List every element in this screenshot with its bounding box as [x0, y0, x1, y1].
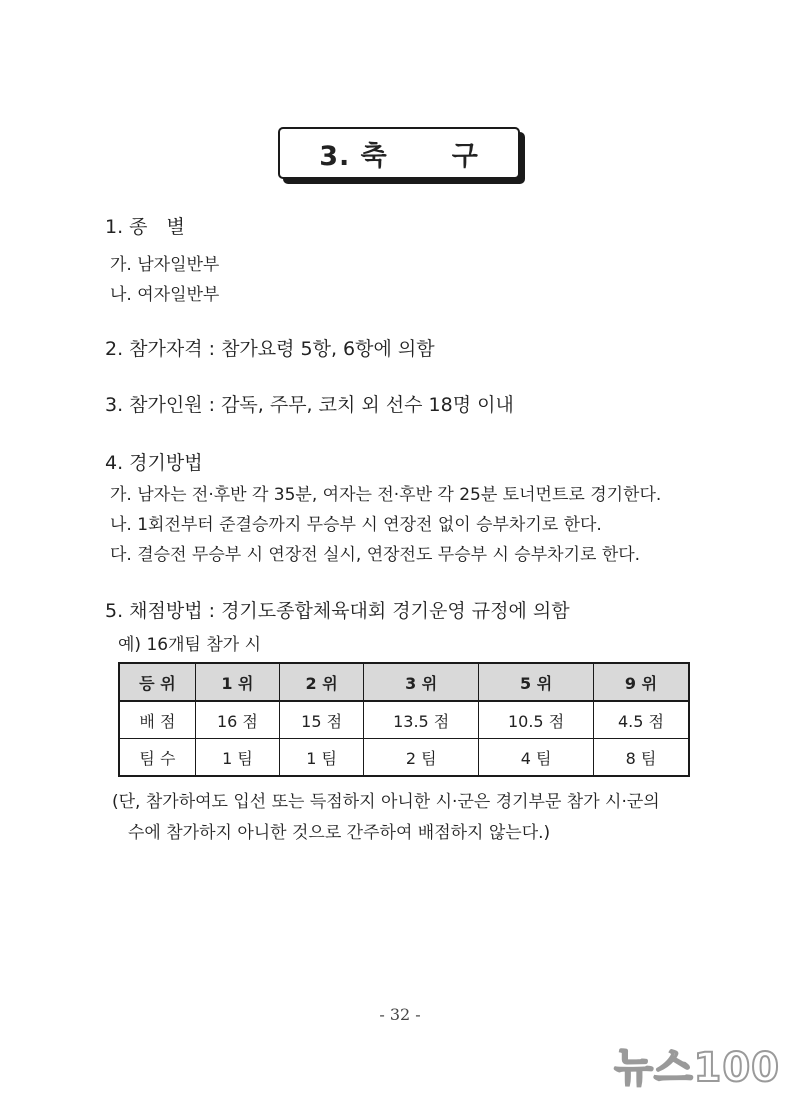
- table-cell: 1 팀: [280, 739, 364, 777]
- section-1-heading: 1. 종 별: [105, 216, 185, 238]
- note-line: (단, 참가하여도 입선 또는 득점하지 아니한 시·군은 경기부문 참가 시·군의: [112, 792, 660, 812]
- section-4-item: 나. 1회전부터 준결승까지 무승부 시 연장전 없이 승부차기로 한다.: [110, 515, 602, 535]
- table-header-cell: 2 위: [280, 663, 364, 701]
- table-header-cell: 5 위: [479, 663, 594, 701]
- section-title-box: [278, 127, 520, 179]
- section-title-suffix: 구: [451, 140, 479, 172]
- table-cell: 13.5 점: [364, 701, 479, 739]
- table-row: [119, 701, 689, 739]
- watermark-logo: 뉴스100: [614, 1045, 780, 1091]
- table-cell: 16 점: [195, 701, 279, 739]
- table-header-cell: 9 위: [594, 663, 689, 701]
- table-cell: 팀 수: [119, 739, 195, 777]
- section-2-heading: 2. 참가자격 : 참가요령 5항, 6항에 의함: [105, 338, 435, 360]
- section-1-item: 나. 여자일반부: [110, 285, 220, 305]
- section-4-item: 다. 결승전 무승부 시 연장전 실시, 연장전도 무승부 시 승부차기로 한다.: [110, 545, 641, 565]
- page-number: - 32 -: [379, 1005, 421, 1024]
- table-row: [119, 739, 689, 777]
- table-cell: 배 점: [119, 701, 195, 739]
- table-cell: 4.5 점: [594, 701, 689, 739]
- scoring-table: [118, 662, 690, 777]
- table-cell: 15 점: [280, 701, 364, 739]
- section-5-heading: 5. 채점방법 : 경기도종합체육대회 경기운영 규정에 의함: [105, 600, 570, 622]
- table-header-cell: 3 위: [364, 663, 479, 701]
- table-cell: 4 팀: [479, 739, 594, 777]
- table-cell: 10.5 점: [479, 701, 594, 739]
- table-header-cell: 등 위: [119, 663, 195, 701]
- table-header-cell: 1 위: [195, 663, 279, 701]
- section-4-item: 가. 남자는 전·후반 각 35분, 여자는 전·후반 각 25분 토너먼트로 경기한다.: [110, 485, 662, 505]
- table-cell: 2 팀: [364, 739, 479, 777]
- section-5-example: 예) 16개팀 참가 시: [118, 635, 262, 655]
- note-line: 수에 참가하지 아니한 것으로 간주하여 배점하지 않는다.): [128, 823, 551, 843]
- table-header-row: [119, 663, 689, 701]
- section-title-prefix: 3. 축: [319, 140, 388, 172]
- section-4-heading: 4. 경기방법: [105, 452, 203, 474]
- section-1-item: 가. 남자일반부: [110, 255, 220, 275]
- table-cell: 1 팀: [195, 739, 279, 777]
- table-cell: 8 팀: [594, 739, 689, 777]
- section-3-heading: 3. 참가인원 : 감독, 주무, 코치 외 선수 18명 이내: [105, 394, 514, 416]
